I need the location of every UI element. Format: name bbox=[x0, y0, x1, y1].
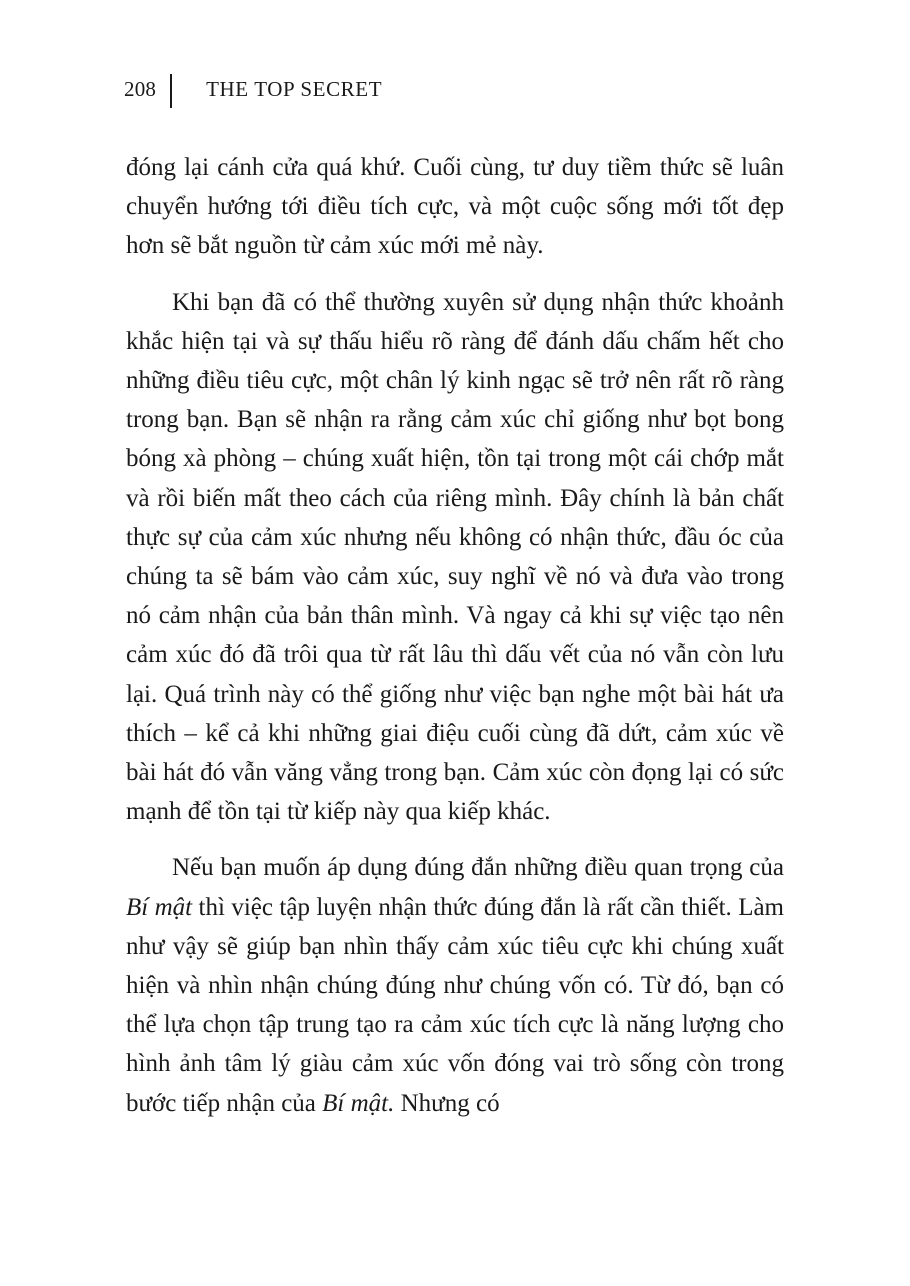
book-title-emphasis: Bí mật. bbox=[322, 1089, 395, 1117]
body-text bbox=[126, 148, 784, 1140]
page-header bbox=[124, 74, 382, 110]
book-title-emphasis: Bí mật bbox=[126, 893, 193, 921]
paragraph-continuation: đóng lại cánh cửa quá khứ. Cuối cùng, tư duy tiềm thức sẽ luân chuyển hướng tới điều tích cực, và một cuộc sống mới tốt đẹp hơn sẽ bắt nguồn từ cảm xúc mới mẻ này. bbox=[126, 154, 784, 260]
header-divider bbox=[170, 74, 172, 108]
paragraph-applying-secret bbox=[126, 848, 784, 1122]
paragraph-emotions-bubbles: Khi bạn đã có thể thường xuyên sử dụng nhận thức khoảnh khắc hiện tại và sự thấu hiểu rõ ràng để đánh dấu chấm hết cho những điều tiêu cực, một chân lý kinh ngạc sẽ trở nên rất rõ ràng trong bạn. Bạn sẽ nhận ra rằng cảm xúc chỉ giống như bọt bong bóng xà phòng – chúng xuất hiện, tồn tại trong một cái chớp mắt và rồi biến mất theo cách của riêng mình. Đây chính là bản chất thực sự của cảm xúc nhưng nếu không có nhận thức, đầu óc của chúng ta sẽ bám vào cảm xúc, suy nghĩ về nó và đưa vào trong nó cảm nhận của bản thân mình. Và ngay cả khi sự việc tạo nên cảm xúc đó đã trôi qua từ rất lâu thì dấu vết của nó vẫn còn lưu lại. Quá trình này có thể giống như việc bạn nghe một bài hát ưa thích – kể cả khi những giai điệu cuối cùng đã dứt, cảm xúc về bài hát đó vẫn văng vẳng trong bạn. Cảm xúc còn đọng lại có sức mạnh để tồn tại từ kiếp này qua kiếp khác. bbox=[126, 288, 784, 826]
paragraph-text-segment: thì việc tập luyện nhận thức đúng đắn là rất cần thiết. Làm như vậy sẽ giúp bạn nhìn thấy cảm xúc tiêu cực khi chúng xuất hiện và nhìn nhận chúng đúng như chúng vốn có. Từ đó, bạn có thể lựa chọn tập trung tạo ra cảm xúc tích cực là năng lượng cho hình ảnh tâm lý giàu cảm xúc vốn đóng vai trò sống còn trong bước tiếp nhận của bbox=[126, 893, 785, 1117]
paragraph-text-segment: Nếu bạn muốn áp dụng đúng đắn những điều quan trọng của bbox=[172, 854, 784, 882]
paragraph-text-segment: Nhưng có bbox=[394, 1089, 500, 1117]
page-number: 208 bbox=[124, 77, 157, 101]
running-title: THE TOP SECRET bbox=[206, 77, 383, 101]
